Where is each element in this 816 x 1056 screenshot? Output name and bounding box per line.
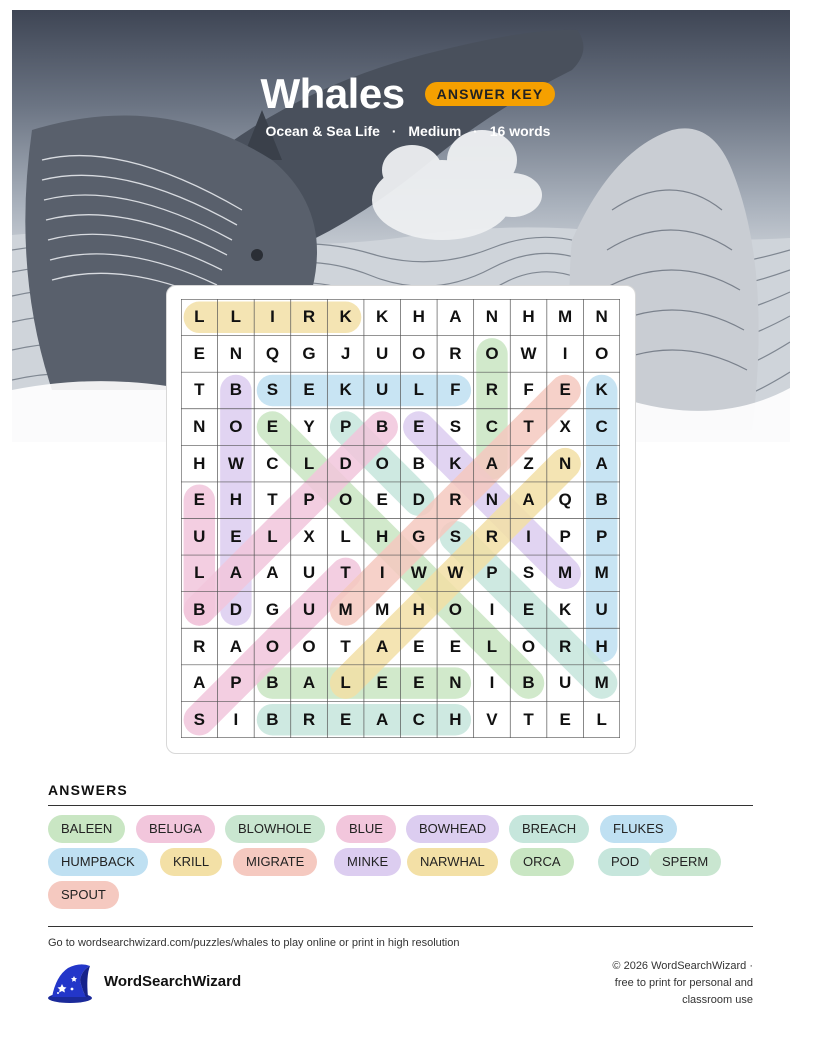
grid-cell[interactable]: U <box>193 526 206 546</box>
grid-cell[interactable]: D <box>229 599 242 619</box>
grid-cell[interactable]: P <box>230 673 242 693</box>
grid-cell[interactable]: K <box>339 380 352 400</box>
grid-cell[interactable]: Y <box>303 417 315 437</box>
grid-cell[interactable]: E <box>303 380 315 400</box>
grid-cell[interactable]: E <box>339 709 352 729</box>
grid-cell[interactable]: S <box>266 380 279 400</box>
grid-cell[interactable]: B <box>193 599 206 619</box>
grid-cell[interactable]: A <box>193 673 206 693</box>
grid-cell[interactable]: S <box>522 563 535 583</box>
grid-cell[interactable]: M <box>558 307 573 327</box>
grid-cell[interactable]: L <box>340 526 351 546</box>
grid-cell[interactable]: H <box>376 526 389 546</box>
answer-pill-spout: SPOUT <box>48 881 119 909</box>
grid-cell[interactable]: U <box>558 673 572 693</box>
grid-cell[interactable]: Q <box>558 490 572 510</box>
grid-cell[interactable]: E <box>522 599 535 619</box>
grid-cell[interactable]: M <box>375 599 390 619</box>
grid-cell[interactable]: X <box>559 417 571 437</box>
grid-cell[interactable]: P <box>303 490 315 510</box>
grid-cell[interactable]: U <box>302 563 316 583</box>
grid-cell[interactable]: T <box>340 636 351 656</box>
grid-cell[interactable]: H <box>412 599 425 619</box>
grid-cell[interactable]: Z <box>523 453 534 473</box>
grid-cell[interactable]: O <box>339 490 353 510</box>
grid-cell[interactable]: T <box>340 563 351 583</box>
grid-cell[interactable]: J <box>340 343 351 363</box>
grid-cell[interactable]: I <box>379 563 385 583</box>
grid-cell[interactable]: N <box>193 417 206 437</box>
grid-cell[interactable]: R <box>485 526 499 546</box>
answer-pill-migrate: MIGRATE <box>233 848 317 876</box>
grid-cell[interactable]: N <box>558 453 572 473</box>
grid-cell[interactable]: A <box>229 636 242 656</box>
answer-pill-baleen: BALEEN <box>48 815 125 843</box>
copyright-line: classroom use <box>682 994 753 1006</box>
grid-cell[interactable]: B <box>266 673 279 693</box>
answer-pill-pod: POD <box>598 848 652 876</box>
copyright-line: © 2026 WordSearchWizard · <box>612 960 753 972</box>
grid-cell[interactable]: E <box>413 636 425 656</box>
grid-cell[interactable]: O <box>448 599 462 619</box>
grid-cell[interactable]: L <box>267 526 278 546</box>
grid-cell[interactable]: G <box>412 526 426 546</box>
grid-cell[interactable]: T <box>194 380 205 400</box>
grid-cell[interactable]: S <box>449 417 462 437</box>
puzzle-category: Ocean & Sea Life <box>265 123 380 139</box>
grid-cell[interactable]: D <box>412 490 425 510</box>
grid-cell[interactable]: E <box>193 490 205 510</box>
grid-cell[interactable]: C <box>485 417 499 437</box>
grid-cell[interactable]: I <box>233 709 239 729</box>
grid-cell[interactable]: P <box>559 526 571 546</box>
answer-pill-blue: BLUE <box>336 815 396 843</box>
answer-pill-narwhal: NARWHAL <box>407 848 498 876</box>
grid-cell[interactable]: H <box>449 709 462 729</box>
grid-cell[interactable]: R <box>302 307 316 327</box>
grid-cell[interactable]: N <box>229 343 242 363</box>
answer-pill-breach: BREACH <box>509 815 589 843</box>
copyright <box>553 958 753 1009</box>
grid-cell[interactable]: H <box>412 307 425 327</box>
grid-cell[interactable]: F <box>523 380 534 400</box>
grid-cell[interactable]: W <box>447 563 464 583</box>
word-search-grid <box>181 299 620 738</box>
grid-cell[interactable]: U <box>302 599 316 619</box>
grid-cell[interactable]: L <box>303 453 315 473</box>
answer-pill-orca: ORCA <box>510 848 574 876</box>
answer-pill-bowhead: BOWHEAD <box>406 815 499 843</box>
grid-cell[interactable]: K <box>376 307 389 327</box>
grid-cell[interactable]: R <box>449 490 462 510</box>
grid-cell[interactable]: T <box>523 709 534 729</box>
grid-cell[interactable]: A <box>595 453 608 473</box>
grid-cell[interactable]: Q <box>265 343 280 363</box>
wizard-hat-icon <box>46 962 94 1009</box>
grid-cell[interactable]: L <box>194 563 205 583</box>
grid-cell[interactable]: T <box>523 417 534 437</box>
grid-cell[interactable]: I <box>526 526 531 546</box>
grid-cell[interactable]: R <box>193 636 206 656</box>
grid-cell[interactable]: L <box>194 307 205 327</box>
grid-cell[interactable]: E <box>230 526 242 546</box>
puzzle-difficulty: Medium <box>408 123 462 139</box>
grid-cell[interactable]: O <box>521 636 536 656</box>
grid-cell[interactable]: O <box>485 343 499 363</box>
grid-cell[interactable]: I <box>489 599 495 619</box>
grid-cell[interactable]: H <box>522 307 535 327</box>
grid-cell[interactable]: H <box>193 453 206 473</box>
grid-cell[interactable]: L <box>486 636 498 656</box>
grid-cell[interactable]: S <box>449 526 462 546</box>
grid-cell[interactable]: B <box>229 380 242 400</box>
answer-pill-minke: MINKE <box>334 848 401 876</box>
grid-cell[interactable]: N <box>595 307 608 327</box>
puzzle-subtitle <box>0 123 816 139</box>
grid-cell[interactable]: E <box>413 417 425 437</box>
grid-cell[interactable]: C <box>595 417 608 437</box>
grid-cell[interactable]: U <box>376 380 389 400</box>
grid-cell[interactable]: I <box>489 673 495 693</box>
grid-cell[interactable]: R <box>449 343 462 363</box>
grid-cell[interactable]: O <box>375 453 389 473</box>
grid-cell[interactable]: L <box>413 380 424 400</box>
grid-cell[interactable]: N <box>485 307 499 327</box>
copyright-line: free to print for personal and <box>614 977 753 989</box>
answer-pill-humpback: HUMPBACK <box>48 848 148 876</box>
grid-cell[interactable]: X <box>303 526 315 546</box>
footer-link-text[interactable]: Go to wordsearchwizard.com/puzzles/whales to play online or print in high resolution <box>48 937 460 949</box>
grid-cell[interactable]: I <box>562 343 568 363</box>
grid-cell[interactable]: O <box>412 343 426 363</box>
grid-cell[interactable]: L <box>340 673 351 693</box>
grid-cell[interactable]: W <box>520 343 537 363</box>
grid-cell[interactable]: S <box>193 709 205 729</box>
grid-cell[interactable]: K <box>449 453 462 473</box>
grid-cell[interactable]: N <box>485 490 499 510</box>
grid-cell[interactable]: F <box>450 380 461 400</box>
grid-cell[interactable]: U <box>595 599 608 619</box>
grid-cell[interactable]: A <box>302 673 316 693</box>
grid-cell[interactable]: E <box>559 709 571 729</box>
grid-cell[interactable]: R <box>302 709 316 729</box>
grid-cell[interactable]: E <box>376 673 388 693</box>
puzzle-word-count: 16 words <box>489 123 551 139</box>
grid-cell[interactable]: A <box>522 490 535 510</box>
grid-cell[interactable]: G <box>265 599 280 619</box>
grid-cell[interactable]: B <box>266 709 279 729</box>
grid-cell[interactable]: I <box>270 307 275 327</box>
answer-pill-blowhole: BLOWHOLE <box>225 815 325 843</box>
grid-cell[interactable]: T <box>267 490 278 510</box>
grid-cell[interactable]: A <box>376 709 389 729</box>
grid-cell[interactable]: E <box>266 417 279 437</box>
grid-cell[interactable]: R <box>485 380 499 400</box>
grid-cell[interactable]: A <box>485 453 499 473</box>
grid-cell[interactable]: O <box>595 343 609 363</box>
grid-cell[interactable]: P <box>339 417 352 437</box>
grid-cell[interactable]: B <box>376 417 389 437</box>
grid-cell[interactable]: O <box>302 636 316 656</box>
grid-cell[interactable]: K <box>339 307 352 327</box>
grid-cell[interactable]: M <box>558 563 573 583</box>
grid-cell[interactable]: A <box>229 563 242 583</box>
grid-cell[interactable]: E <box>559 380 571 400</box>
answer-pill-sperm: SPERM <box>649 848 721 876</box>
grid-cell[interactable]: A <box>376 636 389 656</box>
grid-cell[interactable]: N <box>449 673 462 693</box>
grid-cell[interactable]: P <box>596 526 608 546</box>
grid-cell[interactable]: L <box>230 307 242 327</box>
grid-cell[interactable]: B <box>595 490 608 510</box>
separator-dot: · <box>391 123 397 139</box>
grid-cell[interactable]: V <box>486 709 498 729</box>
divider <box>48 926 753 927</box>
grid-cell[interactable]: E <box>449 636 462 656</box>
grid-cell[interactable]: H <box>229 490 242 510</box>
grid-cell[interactable]: C <box>412 709 425 729</box>
separator-dot: · <box>473 123 478 139</box>
grid-cell[interactable]: O <box>265 636 280 656</box>
brand-name: WordSearchWizard <box>104 973 242 990</box>
grid-cell[interactable]: U <box>376 343 389 363</box>
answer-pill-krill: KRILL <box>160 848 222 876</box>
grid-cell[interactable]: K <box>558 599 572 619</box>
answers-heading: ANSWERS <box>48 782 128 798</box>
grid-cell[interactable]: E <box>413 673 425 693</box>
answer-pill-beluga: BELUGA <box>136 815 215 843</box>
grid-cell[interactable]: L <box>596 709 607 729</box>
grid-cell[interactable]: M <box>338 599 353 619</box>
title-row <box>0 70 816 118</box>
grid-cell[interactable]: B <box>412 453 425 473</box>
grid-cell[interactable]: E <box>193 343 205 363</box>
grid-cell[interactable]: B <box>522 673 535 693</box>
grid-cell[interactable]: C <box>266 453 279 473</box>
grid-cell[interactable]: A <box>266 563 279 583</box>
grid-cell[interactable]: G <box>302 343 316 363</box>
grid-cell[interactable]: E <box>376 490 388 510</box>
divider <box>48 805 753 806</box>
grid-cell[interactable]: O <box>229 417 243 437</box>
grid-cell[interactable]: K <box>595 380 608 400</box>
grid-cell[interactable]: D <box>339 453 352 473</box>
grid-cell[interactable]: H <box>595 636 608 656</box>
grid-cell[interactable]: R <box>558 636 572 656</box>
grid-cell[interactable]: P <box>486 563 498 583</box>
answer-pill-flukes: FLUKES <box>600 815 677 843</box>
answer-key-badge: ANSWER KEY <box>425 82 556 106</box>
grid-cell[interactable]: A <box>449 307 462 327</box>
grid-cell[interactable]: W <box>227 453 244 473</box>
grid-cell[interactable]: M <box>594 563 609 583</box>
puzzle-title: Whales <box>260 70 405 117</box>
grid-cell[interactable]: W <box>410 563 427 583</box>
grid-cell[interactable]: M <box>594 673 609 693</box>
